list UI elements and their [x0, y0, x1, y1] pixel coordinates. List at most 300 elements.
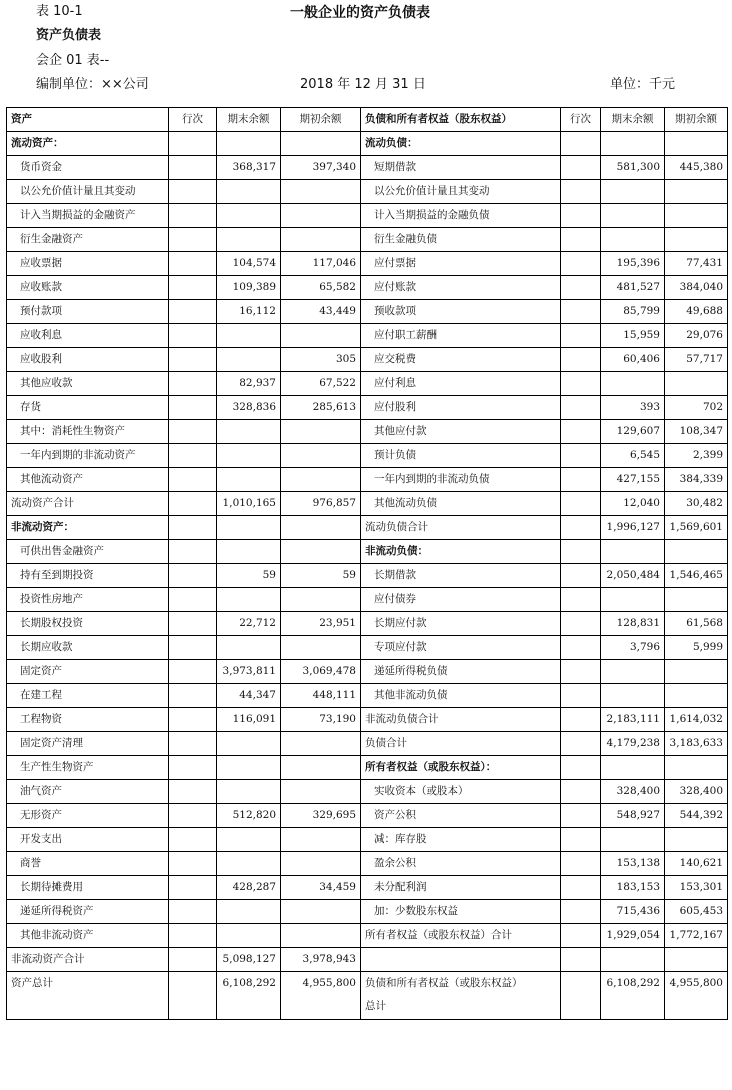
- total-liabilities-end-balance: 6,108,292: [601, 972, 665, 996]
- asset-item-label: 应收利息: [7, 324, 169, 348]
- asset-row-number: [169, 348, 217, 372]
- asset-begin-balance: 329,695: [281, 804, 361, 828]
- asset-item-label: 长期应收款: [7, 636, 169, 660]
- asset-end-balance: [217, 924, 281, 948]
- total-assets-row-number-cont: [169, 996, 217, 1020]
- asset-end-balance: [217, 540, 281, 564]
- liability-item-label: 应付债券: [361, 588, 561, 612]
- asset-item-label: 以公允价值计量且其变动: [7, 180, 169, 204]
- asset-row-number: [169, 660, 217, 684]
- asset-item-label: 流动资产：: [7, 132, 169, 156]
- asset-begin-balance: 305: [281, 348, 361, 372]
- asset-item-label: 生产性生物资产: [7, 756, 169, 780]
- liability-begin-balance: [665, 828, 728, 852]
- asset-begin-balance: [281, 324, 361, 348]
- asset-end-balance: 82,937: [217, 372, 281, 396]
- liability-begin-balance: 605,453: [665, 900, 728, 924]
- asset-begin-balance: 397,340: [281, 156, 361, 180]
- asset-row-number: [169, 804, 217, 828]
- asset-item-label: 递延所得税资产: [7, 900, 169, 924]
- liability-begin-balance: 1,546,465: [665, 564, 728, 588]
- liability-item-label: 应付职工薪酬: [361, 324, 561, 348]
- liability-begin-balance: [665, 180, 728, 204]
- liability-item-label: 实收资本（或股本）: [361, 780, 561, 804]
- asset-end-balance: 59: [217, 564, 281, 588]
- table-row: [7, 924, 728, 948]
- liability-row-number: [561, 900, 601, 924]
- asset-end-balance: [217, 852, 281, 876]
- asset-begin-balance: [281, 588, 361, 612]
- asset-row-number: [169, 156, 217, 180]
- liability-item-label: 非流动负债：: [361, 540, 561, 564]
- col-header-row-no-right: 行次: [561, 108, 601, 132]
- asset-begin-balance: [281, 732, 361, 756]
- liability-end-balance: [601, 132, 665, 156]
- col-header-begin-balance-right: 期初余额: [665, 108, 728, 132]
- liability-end-balance: [601, 660, 665, 684]
- table-number: 表 10-1: [36, 4, 83, 19]
- asset-begin-balance: [281, 900, 361, 924]
- liability-row-number: [561, 276, 601, 300]
- asset-row-number: [169, 324, 217, 348]
- table-row: [7, 900, 728, 924]
- asset-begin-balance: 65,582: [281, 276, 361, 300]
- asset-row-number: [169, 228, 217, 252]
- asset-item-label: 开发支出: [7, 828, 169, 852]
- liability-item-label: 应交税费: [361, 348, 561, 372]
- asset-row-number: [169, 732, 217, 756]
- liability-item-label: 短期借款: [361, 156, 561, 180]
- table-row: [7, 660, 728, 684]
- liability-row-number: [561, 636, 601, 660]
- liability-row-number: [561, 852, 601, 876]
- liability-end-balance: 128,831: [601, 612, 665, 636]
- liability-begin-balance: [665, 204, 728, 228]
- liability-begin-balance: [665, 132, 728, 156]
- liability-row-number: [561, 948, 601, 972]
- table-row: [7, 276, 728, 300]
- asset-row-number: [169, 612, 217, 636]
- liability-item-label: 长期应付款: [361, 612, 561, 636]
- table-row: [7, 420, 728, 444]
- asset-begin-balance: 117,046: [281, 252, 361, 276]
- asset-end-balance: [217, 588, 281, 612]
- liability-item-label: 其他非流动负债: [361, 684, 561, 708]
- asset-begin-balance: [281, 516, 361, 540]
- total-row: [7, 972, 728, 996]
- liability-row-number: [561, 228, 601, 252]
- table-row: [7, 396, 728, 420]
- asset-begin-balance: 3,978,943: [281, 948, 361, 972]
- table-row: [7, 300, 728, 324]
- liability-end-balance: 183,153: [601, 876, 665, 900]
- total-assets-end-cont: [217, 996, 281, 1020]
- asset-row-number: [169, 948, 217, 972]
- liability-item-label: 以公允价值计量且其变动: [361, 180, 561, 204]
- asset-begin-balance: [281, 132, 361, 156]
- total-liabilities-row-number: [561, 972, 601, 996]
- liability-end-balance: [601, 372, 665, 396]
- asset-row-number: [169, 132, 217, 156]
- liability-item-label: 非流动负债合计: [361, 708, 561, 732]
- asset-row-number: [169, 492, 217, 516]
- asset-row-number: [169, 756, 217, 780]
- table-row: [7, 708, 728, 732]
- asset-item-label: 计入当期损益的金融资产: [7, 204, 169, 228]
- asset-row-number: [169, 900, 217, 924]
- liability-begin-balance: 61,568: [665, 612, 728, 636]
- liability-end-balance: [601, 684, 665, 708]
- liability-end-balance: 1,996,127: [601, 516, 665, 540]
- table-row: [7, 324, 728, 348]
- total-assets-end-balance: 6,108,292: [217, 972, 281, 996]
- asset-begin-balance: [281, 444, 361, 468]
- liability-end-balance: 1,929,054: [601, 924, 665, 948]
- liability-end-balance: [601, 204, 665, 228]
- liability-item-label: 加：少数股东权益: [361, 900, 561, 924]
- liability-end-balance: [601, 228, 665, 252]
- liability-begin-balance: 384,040: [665, 276, 728, 300]
- table-row: [7, 252, 728, 276]
- liability-row-number: [561, 396, 601, 420]
- total-liabilities-begin-balance: 4,955,800: [665, 972, 728, 996]
- asset-begin-balance: 448,111: [281, 684, 361, 708]
- asset-item-label: 固定资产清理: [7, 732, 169, 756]
- liability-begin-balance: 702: [665, 396, 728, 420]
- liability-item-label: 应付账款: [361, 276, 561, 300]
- total-assets-cont: [7, 996, 169, 1020]
- asset-begin-balance: [281, 852, 361, 876]
- liability-row-number: [561, 540, 601, 564]
- table-row: [7, 204, 728, 228]
- liability-end-balance: 427,155: [601, 468, 665, 492]
- statement-date: 2018 年 12 月 31 日: [300, 77, 426, 92]
- asset-begin-balance: [281, 636, 361, 660]
- table-row: [7, 684, 728, 708]
- asset-item-label: 可供出售金融资产: [7, 540, 169, 564]
- asset-row-number: [169, 372, 217, 396]
- liability-row-number: [561, 252, 601, 276]
- total-assets-begin-cont: [281, 996, 361, 1020]
- liability-row-number: [561, 828, 601, 852]
- asset-begin-balance: 3,069,478: [281, 660, 361, 684]
- asset-end-balance: [217, 324, 281, 348]
- liability-row-number: [561, 708, 601, 732]
- col-header-end-balance: 期末余额: [217, 108, 281, 132]
- liability-row-number: [561, 468, 601, 492]
- liability-end-balance: 153,138: [601, 852, 665, 876]
- table-row: [7, 132, 728, 156]
- table-row: [7, 588, 728, 612]
- liability-item-label: 未分配利润: [361, 876, 561, 900]
- liability-end-balance: 328,400: [601, 780, 665, 804]
- asset-end-balance: [217, 516, 281, 540]
- asset-end-balance: [217, 468, 281, 492]
- liability-row-number: [561, 492, 601, 516]
- col-header-asset: 资产: [7, 108, 169, 132]
- asset-item-label: 应收股利: [7, 348, 169, 372]
- asset-end-balance: 5,098,127: [217, 948, 281, 972]
- col-header-liabilities-equity: 负债和所有者权益（股东权益）: [361, 108, 561, 132]
- asset-begin-balance: [281, 180, 361, 204]
- asset-row-number: [169, 276, 217, 300]
- table-row: [7, 348, 728, 372]
- liability-row-number: [561, 300, 601, 324]
- liability-row-number: [561, 132, 601, 156]
- currency-unit: 单位：千元: [610, 77, 676, 92]
- table-row: [7, 468, 728, 492]
- liability-end-balance: 3,796: [601, 636, 665, 660]
- liability-begin-balance: 384,339: [665, 468, 728, 492]
- asset-row-number: [169, 588, 217, 612]
- asset-end-balance: 368,317: [217, 156, 281, 180]
- asset-end-balance: 16,112: [217, 300, 281, 324]
- liability-item-label: 预计负债: [361, 444, 561, 468]
- asset-item-label: 应收票据: [7, 252, 169, 276]
- liability-row-number: [561, 372, 601, 396]
- liability-begin-balance: 1,772,167: [665, 924, 728, 948]
- asset-begin-balance: [281, 540, 361, 564]
- liability-begin-balance: [665, 660, 728, 684]
- liability-item-label: 所有者权益（或股东权益）：: [361, 756, 561, 780]
- asset-begin-balance: [281, 828, 361, 852]
- liability-begin-balance: [665, 588, 728, 612]
- asset-row-number: [169, 300, 217, 324]
- table-row: [7, 564, 728, 588]
- balance-sheet-table: [6, 107, 728, 1020]
- liability-begin-balance: [665, 756, 728, 780]
- asset-begin-balance: [281, 924, 361, 948]
- asset-item-label: 预付款项: [7, 300, 169, 324]
- liability-item-label: 应付股利: [361, 396, 561, 420]
- liability-row-number: [561, 444, 601, 468]
- asset-end-balance: [217, 444, 281, 468]
- liability-end-balance: 715,436: [601, 900, 665, 924]
- liability-item-label: 递延所得税负债: [361, 660, 561, 684]
- liability-item-label: [361, 948, 561, 972]
- liability-item-label: 专项应付款: [361, 636, 561, 660]
- asset-end-balance: [217, 732, 281, 756]
- statement-title: 资产负债表: [36, 28, 102, 43]
- asset-end-balance: [217, 132, 281, 156]
- asset-item-label: 商誉: [7, 852, 169, 876]
- asset-item-label: 一年内到期的非流动资产: [7, 444, 169, 468]
- asset-end-balance: [217, 204, 281, 228]
- asset-row-number: [169, 636, 217, 660]
- liability-row-number: [561, 780, 601, 804]
- total-liabilities-row-number-cont: [561, 996, 601, 1020]
- asset-item-label: 长期待摊费用: [7, 876, 169, 900]
- asset-end-balance: [217, 228, 281, 252]
- total-liabilities-equity-label-line2: 总计: [361, 996, 561, 1020]
- asset-end-balance: 22,712: [217, 612, 281, 636]
- liability-end-balance: 15,959: [601, 324, 665, 348]
- table-row: [7, 516, 728, 540]
- total-liabilities-begin-cont: [665, 996, 728, 1020]
- asset-item-label: 投资性房地产: [7, 588, 169, 612]
- asset-row-number: [169, 204, 217, 228]
- asset-begin-balance: [281, 228, 361, 252]
- liability-end-balance: 481,527: [601, 276, 665, 300]
- asset-item-label: 非流动资产：: [7, 516, 169, 540]
- liability-row-number: [561, 156, 601, 180]
- liability-row-number: [561, 588, 601, 612]
- asset-end-balance: 116,091: [217, 708, 281, 732]
- asset-begin-balance: 976,857: [281, 492, 361, 516]
- asset-end-balance: [217, 900, 281, 924]
- asset-begin-balance: [281, 204, 361, 228]
- liability-item-label: 一年内到期的非流动负债: [361, 468, 561, 492]
- liability-end-balance: [601, 540, 665, 564]
- liability-begin-balance: [665, 540, 728, 564]
- liability-item-label: 其他应付款: [361, 420, 561, 444]
- liability-row-number: [561, 876, 601, 900]
- liability-item-label: 资产公积: [361, 804, 561, 828]
- liability-end-balance: 581,300: [601, 156, 665, 180]
- liability-row-number: [561, 324, 601, 348]
- liability-begin-balance: 1,614,032: [665, 708, 728, 732]
- asset-item-label: 货币资金: [7, 156, 169, 180]
- liability-begin-balance: [665, 948, 728, 972]
- table-row: [7, 948, 728, 972]
- preparer-label: 编制单位：××公司: [36, 77, 149, 92]
- liability-row-number: [561, 756, 601, 780]
- liability-item-label: 长期借款: [361, 564, 561, 588]
- asset-item-label: 无形资产: [7, 804, 169, 828]
- table-row: [7, 372, 728, 396]
- liability-begin-balance: [665, 228, 728, 252]
- asset-end-balance: 104,574: [217, 252, 281, 276]
- asset-row-number: [169, 828, 217, 852]
- asset-end-balance: [217, 780, 281, 804]
- liability-end-balance: 195,396: [601, 252, 665, 276]
- total-liabilities-equity-label: 负债和所有者权益（或股东权益）: [361, 972, 561, 996]
- asset-item-label: 应收账款: [7, 276, 169, 300]
- table-row: [7, 180, 728, 204]
- table-row: [7, 636, 728, 660]
- asset-end-balance: 109,389: [217, 276, 281, 300]
- asset-item-label: 在建工程: [7, 684, 169, 708]
- liability-row-number: [561, 660, 601, 684]
- liability-item-label: 流动负债：: [361, 132, 561, 156]
- asset-item-label: 非流动资产合计: [7, 948, 169, 972]
- liability-begin-balance: 57,717: [665, 348, 728, 372]
- asset-end-balance: 3,973,811: [217, 660, 281, 684]
- asset-end-balance: 1,010,165: [217, 492, 281, 516]
- liability-end-balance: 393: [601, 396, 665, 420]
- liability-item-label: 所有者权益（或股东权益）合计: [361, 924, 561, 948]
- liability-item-label: 计入当期损益的金融负债: [361, 204, 561, 228]
- liability-end-balance: 12,040: [601, 492, 665, 516]
- liability-end-balance: 548,927: [601, 804, 665, 828]
- asset-row-number: [169, 684, 217, 708]
- asset-item-label: 其中：消耗性生物资产: [7, 420, 169, 444]
- table-row: [7, 756, 728, 780]
- asset-begin-balance: 34,459: [281, 876, 361, 900]
- total-assets-row-number: [169, 972, 217, 996]
- table-row: [7, 804, 728, 828]
- liability-item-label: 应付票据: [361, 252, 561, 276]
- table-header-row: [7, 108, 728, 132]
- liability-begin-balance: 1,569,601: [665, 516, 728, 540]
- asset-end-balance: [217, 420, 281, 444]
- col-header-begin-balance: 期初余额: [281, 108, 361, 132]
- asset-row-number: [169, 876, 217, 900]
- liability-begin-balance: 29,076: [665, 324, 728, 348]
- table-row: [7, 780, 728, 804]
- liability-end-balance: 129,607: [601, 420, 665, 444]
- liability-begin-balance: 140,621: [665, 852, 728, 876]
- asset-end-balance: [217, 180, 281, 204]
- asset-row-number: [169, 780, 217, 804]
- col-header-row-no: 行次: [169, 108, 217, 132]
- total-assets-label: 资产总计: [7, 972, 169, 996]
- asset-item-label: 油气资产: [7, 780, 169, 804]
- liability-end-balance: 6,545: [601, 444, 665, 468]
- liability-end-balance: [601, 828, 665, 852]
- total-assets-begin-balance: 4,955,800: [281, 972, 361, 996]
- asset-begin-balance: 73,190: [281, 708, 361, 732]
- table-row: [7, 852, 728, 876]
- liability-item-label: 应付利息: [361, 372, 561, 396]
- asset-item-label: 长期股权投资: [7, 612, 169, 636]
- liability-end-balance: 60,406: [601, 348, 665, 372]
- liability-row-number: [561, 804, 601, 828]
- liability-item-label: 负债合计: [361, 732, 561, 756]
- table-row: [7, 492, 728, 516]
- liability-begin-balance: [665, 684, 728, 708]
- liability-begin-balance: [665, 372, 728, 396]
- liability-begin-balance: 3,183,633: [665, 732, 728, 756]
- form-code: 会企 01 表--: [36, 53, 110, 68]
- table-row: [7, 612, 728, 636]
- asset-begin-balance: 285,613: [281, 396, 361, 420]
- liability-begin-balance: 2,399: [665, 444, 728, 468]
- asset-begin-balance: 43,449: [281, 300, 361, 324]
- liability-begin-balance: 77,431: [665, 252, 728, 276]
- liability-end-balance: 2,050,484: [601, 564, 665, 588]
- asset-end-balance: 512,820: [217, 804, 281, 828]
- liability-item-label: 流动负债合计: [361, 516, 561, 540]
- asset-item-label: 流动资产合计: [7, 492, 169, 516]
- liability-item-label: 减：库存股: [361, 828, 561, 852]
- liability-begin-balance: 544,392: [665, 804, 728, 828]
- asset-begin-balance: [281, 780, 361, 804]
- asset-row-number: [169, 468, 217, 492]
- liability-begin-balance: 49,688: [665, 300, 728, 324]
- asset-row-number: [169, 924, 217, 948]
- liability-row-number: [561, 924, 601, 948]
- page-title: 一般企业的资产负债表: [290, 5, 430, 21]
- total-liabilities-end-cont: [601, 996, 665, 1020]
- liability-item-label: 盈余公积: [361, 852, 561, 876]
- asset-item-label: 存货: [7, 396, 169, 420]
- asset-begin-balance: 67,522: [281, 372, 361, 396]
- liability-row-number: [561, 204, 601, 228]
- asset-row-number: [169, 444, 217, 468]
- table-row: [7, 228, 728, 252]
- liability-item-label: 衍生金融负债: [361, 228, 561, 252]
- liability-end-balance: 4,179,238: [601, 732, 665, 756]
- liability-row-number: [561, 732, 601, 756]
- liability-end-balance: [601, 180, 665, 204]
- asset-end-balance: [217, 636, 281, 660]
- asset-row-number: [169, 708, 217, 732]
- liability-end-balance: [601, 948, 665, 972]
- table-row: [7, 828, 728, 852]
- liability-begin-balance: 30,482: [665, 492, 728, 516]
- asset-begin-balance: [281, 420, 361, 444]
